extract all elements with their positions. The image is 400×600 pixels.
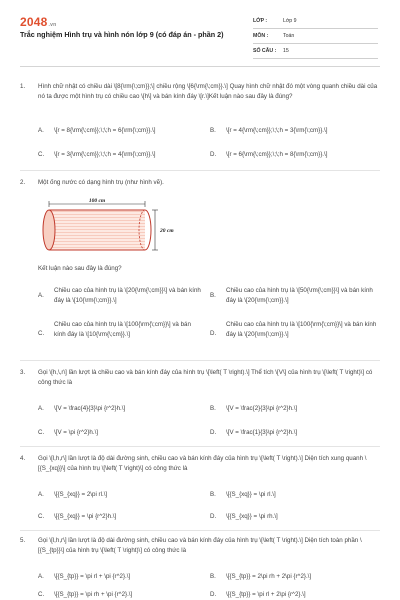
- option-text: \[{S_{xq}} = \pi {r^2}h.\]: [54, 513, 117, 520]
- option-a[interactable]: [38, 490, 203, 500]
- option-text: \[{S_{tp}} = \pi rl + 2\pi {r^2}.\]: [226, 591, 306, 598]
- option-text: Chiều cao của hình trụ là \[50{\rm{\;cm}}\] và bán kính đáy là \[20{\rm{\;cm}}.\]: [226, 287, 373, 304]
- option-d[interactable]: [210, 512, 382, 522]
- question-number: 4.: [20, 455, 26, 462]
- header-divider: [20, 66, 380, 67]
- question-number: 3.: [20, 369, 26, 376]
- option-text: \[r = 8{\rm{\;cm}};\;\;h = 6{\rm{\;cm}}.\]: [54, 127, 156, 134]
- meta-value: 15: [283, 48, 289, 54]
- question-1: [20, 82, 385, 101]
- option-d[interactable]: [210, 320, 382, 339]
- option-label: B.: [210, 491, 216, 498]
- option-a[interactable]: [38, 572, 203, 582]
- option-label: A.: [38, 127, 44, 134]
- option-a[interactable]: [38, 404, 203, 414]
- meta-key: LỚP :: [253, 18, 268, 24]
- option-text: \[{S_{tp}} = \pi rl + \pi {r^2}.\]: [54, 573, 131, 580]
- option-c[interactable]: [38, 320, 203, 339]
- question-divider: [20, 446, 380, 447]
- site-logo[interactable]: [20, 15, 56, 29]
- option-text: \[{S_{xq}} = 2\pi rl.\]: [54, 491, 108, 498]
- option-text: \[{S_{xq}} = \pi rh.\]: [226, 513, 278, 520]
- meta-row-count: [253, 44, 378, 59]
- option-a[interactable]: [38, 286, 203, 305]
- option-label: D.: [210, 151, 217, 158]
- pipe-left-end: [43, 210, 55, 250]
- question-4: [20, 454, 385, 473]
- question-divider: [20, 170, 380, 171]
- option-text: \[V = \frac{4}{3}\pi {r^2}h.\]: [54, 405, 126, 412]
- option-text: \[r = 3{\rm{\;cm}};\;\;h = 4{\rm{\;cm}}.\]: [54, 151, 156, 158]
- option-label: A.: [38, 573, 44, 580]
- option-b[interactable]: [210, 404, 382, 414]
- pipe-right-end: [145, 210, 151, 250]
- length-label: 100 cm: [88, 198, 106, 204]
- option-d[interactable]: [210, 590, 382, 600]
- question-number: 1.: [20, 83, 26, 90]
- option-text: \[{S_{xq}} = \pi rl.\]: [226, 491, 276, 498]
- meta-table: [253, 14, 378, 59]
- option-text: \[{S_{tp}} = \pi rh + \pi {r^2}.\]: [54, 591, 133, 598]
- option-text: Chiều cao của hình trụ là \[20{\rm{\;cm}}\] và bán kính đáy là \[10{\rm{\;cm}}.\]: [54, 287, 201, 304]
- option-label: C.: [38, 330, 45, 337]
- question-divider: [20, 360, 380, 361]
- option-text: \[V = \frac{2}{3}\pi {r^2}h.\]: [226, 405, 298, 412]
- option-b[interactable]: [210, 286, 382, 305]
- option-b[interactable]: [210, 572, 382, 582]
- option-label: C.: [38, 591, 45, 598]
- option-d[interactable]: [210, 150, 382, 160]
- option-text: \[V = \pi {r^2}h.\]: [54, 429, 99, 436]
- option-text: \[r = 6{\rm{\;cm}};\;\;h = 8{\rm{\;cm}}.\]: [226, 151, 328, 158]
- option-label: D.: [210, 513, 217, 520]
- option-d[interactable]: [210, 428, 382, 438]
- option-label: B.: [210, 405, 216, 412]
- option-text: \[r = 4{\rm{\;cm}};\;\;h = 3{\rm{\;cm}}.\]: [226, 127, 328, 134]
- meta-key: MÔN :: [253, 33, 269, 39]
- diameter-label: 20 cm: [160, 228, 174, 234]
- option-c[interactable]: [38, 150, 203, 160]
- page-title: Trắc nghiệm Hình trụ và hình nón lớp 9 (có đáp án - phần 2): [20, 30, 224, 39]
- question-3: [20, 368, 385, 387]
- option-label: D.: [210, 591, 217, 598]
- option-label: A.: [38, 491, 44, 498]
- option-c[interactable]: [38, 590, 203, 600]
- question-2: [20, 178, 385, 188]
- question-text: Gọi \[h,\,r\] lần lượt là chiều cao và bán kính đáy của hình trụ \[\left( T \right).\] Thể tích \[V\] của hình trụ \[\left( T \right)\] có công thức là: [38, 369, 373, 386]
- option-b[interactable]: [210, 126, 382, 136]
- logo-text: 2048: [20, 15, 48, 29]
- option-label: D.: [210, 429, 217, 436]
- question-divider: [20, 530, 380, 531]
- question-text: Gọi \[l,h,r\] lần lượt là độ dài đường sinh, chiều cao và bán kính đáy của hình trụ \[\left( T \right).\] Diện tích toàn phần \[{S_{tp}}\] của hình trụ \[\left( T \right)\] có công thức là: [38, 537, 362, 554]
- meta-row-subject: [253, 29, 378, 44]
- option-label: D.: [210, 330, 217, 337]
- meta-key: SỐ CÂU :: [253, 48, 277, 54]
- option-text: Chiều cao của hình trụ là \[100{\rm{\;cm}}\] và bán kính đáy là \[20{\rm{\;cm}}.\]: [226, 321, 377, 338]
- cylinder-pipe-figure: [40, 198, 190, 260]
- option-label: B.: [210, 573, 216, 580]
- option-c[interactable]: [38, 428, 203, 438]
- option-b[interactable]: [210, 490, 382, 500]
- logo-tld: .vn: [48, 22, 57, 28]
- option-label: C.: [38, 513, 45, 520]
- option-label: A.: [38, 405, 44, 412]
- option-label: B.: [210, 292, 216, 299]
- option-label: B.: [210, 127, 216, 134]
- meta-value: Toán: [283, 33, 295, 39]
- meta-value: Lớp 9: [283, 18, 297, 24]
- question-text: Hình chữ nhật có chiều dài \[8{\rm{\;cm}};\] chiều rộng \[6{\rm{\;cm}}.\] Quay hình chữ nhật đó một vòng quanh chiều dài của nó ta được một hình trụ có chiều cao \[h\] và bán kính đáy \[r.\]Kết luận nào sau đây là đúng?: [38, 83, 378, 100]
- question-number: 5.: [20, 537, 26, 544]
- option-a[interactable]: [38, 126, 203, 136]
- question-number: 2.: [20, 179, 26, 186]
- question-conclusion: Kết luận nào sau đây là đúng?: [38, 265, 122, 272]
- meta-row-class: [253, 14, 378, 29]
- option-c[interactable]: [38, 512, 203, 522]
- question-5: [20, 536, 385, 555]
- option-text: \[{S_{tp}} = 2\pi rh + 2\pi {r^2}.\]: [226, 573, 312, 580]
- question-2-prompt: [20, 264, 385, 274]
- question-text: Gọi \[l,h,r\] lần lượt là độ dài đường sinh, chiều cao và bán kính đáy của hình trụ \[\left( T \right).\] Diện tích xung quanh \[{S_{xq}}\] của hình trụ \[\left( T \right)\] có công thức là: [38, 455, 367, 472]
- option-label: A.: [38, 292, 44, 299]
- option-label: C.: [38, 429, 45, 436]
- option-text: \[V = \frac{1}{3}\pi {r^2}h.\]: [226, 429, 298, 436]
- question-text: Một ống nước có dạng hình trụ (như hình vẽ).: [38, 179, 164, 186]
- option-text: Chiều cao của hình trụ là \[100{\rm{\;cm}}\] và bán kính đáy là \[10{\rm{\;cm}}.\]: [54, 321, 191, 338]
- option-label: C.: [38, 151, 45, 158]
